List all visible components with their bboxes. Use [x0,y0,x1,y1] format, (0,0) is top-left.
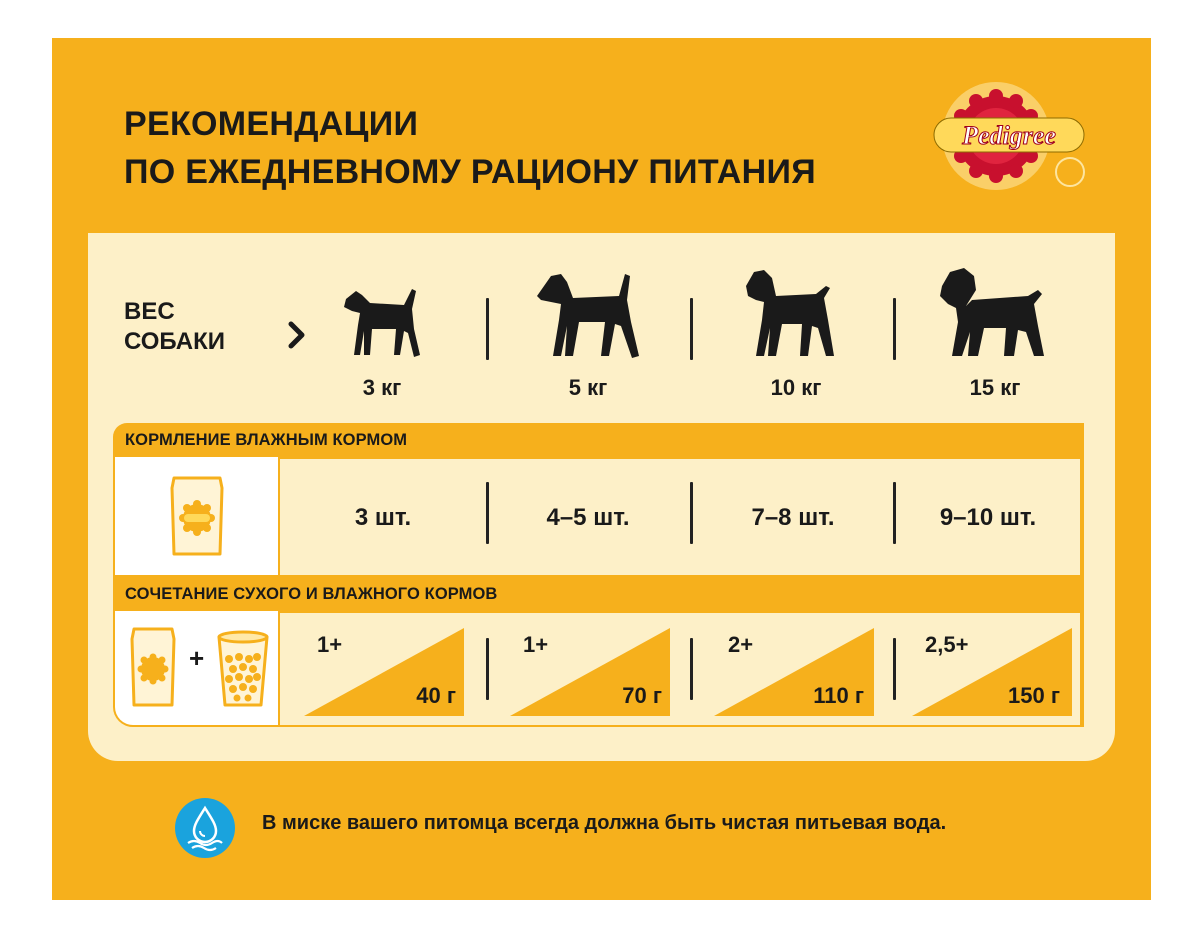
page-title [124,100,816,196]
combined-grams-3kg: 40 г [416,683,456,708]
column-divider [690,482,693,544]
combined-pouches-3kg: 1+ [317,632,343,657]
weight-3kg: 3 кг [362,375,402,400]
plus-sign: + [189,643,205,673]
combined-grams-15kg: 150 г [1008,683,1060,708]
title-line-2: ПО ЕЖЕДНЕВНОМУ РАЦИОНУ ПИТАНИЯ [124,153,816,191]
column-divider [486,638,489,700]
water-drop-icon [174,797,236,859]
chevron-right-icon [288,320,306,350]
combined-grams-5kg: 70 г [622,683,662,708]
water-note: В миске вашего питомца всегда должна быть чистая питьевая вода. [262,812,947,834]
large-dog-icon [742,268,838,360]
combined-pouches-5kg: 1+ [523,632,549,657]
column-divider [486,482,489,544]
dry-food-cup-icon [215,629,271,709]
weight-label-line-1: ВЕС [124,298,175,325]
wet-count-3kg: 3 шт. [354,504,412,531]
weight-5kg: 5 кг [568,375,608,400]
wet-food-pouch-icon [129,625,177,709]
wet-feeding-heading: КОРМЛЕНИЕ ВЛАЖНЫМ КОРМОМ [125,431,408,449]
column-divider [690,638,693,700]
dog-weight-label [124,297,225,357]
spaniel-dog-icon [936,266,1048,360]
title-line-1: РЕКОМЕНДАЦИИ [124,105,419,143]
column-divider [893,482,896,544]
column-divider [690,298,693,360]
logo-wordmark: Pedigree [962,121,1056,150]
combined-feeding-heading: СОЧЕТАНИЕ СУХОГО И ВЛАЖНОГО КОРМОВ [125,585,498,603]
wet-feeding-icon-cell [115,457,278,575]
wet-count-5kg: 4–5 шт. [546,504,630,531]
column-divider [486,298,489,360]
combined-feeding-header [113,577,1084,611]
small-dog-icon [342,285,422,360]
combined-grams-10kg: 110 г [813,683,864,708]
weight-15kg: 15 кг [969,375,1021,400]
combined-feeding-icon-cell [115,611,278,725]
medium-dog-icon [535,270,641,360]
wet-count-10kg: 7–8 шт. [751,504,835,531]
weight-label-line-2: СОБАКИ [124,328,225,355]
column-divider [893,298,896,360]
wet-feeding-header [113,423,1084,457]
weight-10kg: 10 кг [770,375,822,400]
combined-pouches-15kg: 2,5+ [925,632,969,657]
wet-count-15kg: 9–10 шт. [939,504,1037,531]
combined-pouches-10kg: 2+ [728,632,754,657]
pedigree-logo [924,78,1094,198]
wet-food-pouch-icon [168,474,226,558]
column-divider [893,638,896,700]
